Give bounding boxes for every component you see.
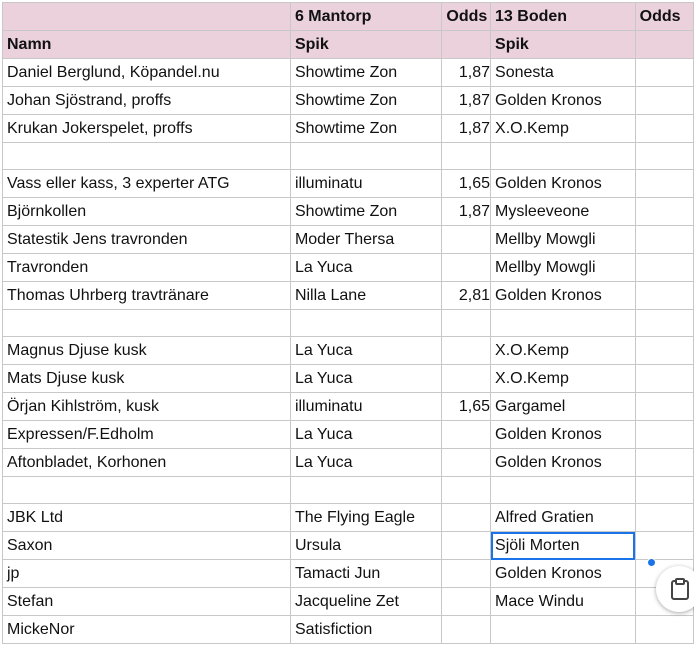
cell-name[interactable]: Magnus Djuse kusk (3, 337, 291, 365)
table-row (3, 310, 694, 337)
cell-spik2[interactable]: X.O.Kemp (491, 115, 636, 143)
cell-name[interactable]: Travronden (3, 254, 291, 282)
header-name[interactable]: Namn (3, 31, 291, 59)
cell-odds1[interactable] (442, 143, 491, 170)
table-row (3, 282, 694, 310)
cell-name[interactable]: Statestik Jens travronden (3, 226, 291, 254)
cell-name[interactable]: JBK Ltd (3, 504, 291, 532)
cell-spik2[interactable] (491, 616, 636, 644)
table-row (3, 421, 694, 449)
table-row (3, 504, 694, 532)
table-row (3, 143, 694, 170)
cell-odds1[interactable]: 1,65 (442, 393, 491, 421)
header-spik2[interactable]: Spik (491, 31, 636, 59)
cell-odds2[interactable] (635, 115, 693, 143)
table-row (3, 337, 694, 365)
cell-odds2[interactable] (635, 504, 693, 532)
clipboard-icon (670, 578, 690, 600)
cell-odds1[interactable]: 1,65 (442, 170, 491, 198)
cell-name[interactable]: Daniel Berglund, Köpandel.nu (3, 59, 291, 87)
cell-odds1[interactable] (442, 226, 491, 254)
cell-odds1[interactable]: 1,87 (442, 87, 491, 115)
cell-spik2[interactable] (491, 310, 636, 337)
cell-odds1[interactable] (442, 310, 491, 337)
cell-name[interactable]: Krukan Jokerspelet, proffs (3, 115, 291, 143)
cell-spik2[interactable] (491, 143, 636, 170)
cell-spik1[interactable] (290, 143, 441, 170)
cell-spik1[interactable]: La Yuca (290, 365, 441, 393)
cell-odds2[interactable] (635, 170, 693, 198)
table-row (3, 588, 694, 616)
spik-table (2, 2, 694, 644)
cell-name[interactable]: Thomas Uhrberg travtränare (3, 282, 291, 310)
cell-odds2[interactable] (635, 87, 693, 115)
cell-spik1[interactable]: Showtime Zon (290, 115, 441, 143)
cell-spik1[interactable]: Jacqueline Zet (290, 588, 441, 616)
header-cell-empty[interactable] (3, 3, 291, 31)
cell-name[interactable]: Aftonbladet, Korhonen (3, 449, 291, 477)
cell-spik1[interactable]: Ursula (290, 532, 441, 560)
cell-name[interactable]: Vass eller kass, 3 experter ATG (3, 170, 291, 198)
cell-spik1[interactable]: Satisfiction (290, 616, 441, 644)
cell-spik2[interactable]: Mace Windu (491, 588, 636, 616)
cell-odds2[interactable] (635, 421, 693, 449)
table-row (3, 254, 694, 282)
cell-odds1[interactable] (442, 421, 491, 449)
selected-cell[interactable]: Sjöli Morten (491, 532, 636, 560)
header-odds2[interactable]: Odds (635, 3, 693, 31)
cell-name[interactable]: MickeNor (3, 616, 291, 644)
cell-spik1[interactable]: Showtime Zon (290, 87, 441, 115)
table-row (3, 532, 694, 560)
cell-odds1[interactable] (442, 337, 491, 365)
cell-odds1[interactable]: 2,81 (442, 282, 491, 310)
table-row (3, 616, 694, 644)
cell-spik2[interactable]: Mysleeveone (491, 198, 636, 226)
cell-odds2[interactable] (635, 143, 693, 170)
cell-odds2[interactable] (635, 477, 693, 504)
cell-spik1[interactable]: illuminatu (290, 393, 441, 421)
cell-spik1[interactable]: La Yuca (290, 254, 441, 282)
cell-odds2[interactable] (635, 365, 693, 393)
cell-name[interactable]: Johan Sjöstrand, proffs (3, 87, 291, 115)
cell-spik2[interactable]: Gargamel (491, 393, 636, 421)
header-row-columns (3, 31, 694, 59)
table-row (3, 393, 694, 421)
selection-fill-handle[interactable] (647, 558, 656, 567)
cell-name[interactable]: Saxon (3, 532, 291, 560)
table-row (3, 477, 694, 504)
header-spik1[interactable]: Spik (290, 31, 441, 59)
cell-spik2[interactable]: Golden Kronos (491, 282, 636, 310)
cell-odds2[interactable] (635, 59, 693, 87)
table-row (3, 449, 694, 477)
cell-spik2[interactable]: Golden Kronos (491, 170, 636, 198)
cell-odds2[interactable] (635, 449, 693, 477)
cell-name[interactable]: Expressen/F.Edholm (3, 421, 291, 449)
table-row (3, 226, 694, 254)
cell-odds1[interactable] (442, 532, 491, 560)
paste-button[interactable] (656, 566, 694, 612)
cell-spik1[interactable]: illuminatu (290, 170, 441, 198)
cell-spik2[interactable]: Alfred Gratien (491, 504, 636, 532)
cell-name[interactable]: Örjan Kihlström, kusk (3, 393, 291, 421)
table-row (3, 115, 694, 143)
cell-spik2[interactable]: X.O.Kemp (491, 365, 636, 393)
cell-spik1[interactable]: Showtime Zon (290, 59, 441, 87)
cell-odds1[interactable]: 1,87 (442, 198, 491, 226)
cell-odds1[interactable] (442, 254, 491, 282)
cell-spik1[interactable]: Moder Thersa (290, 226, 441, 254)
header-odds1[interactable]: Odds (442, 3, 491, 31)
table-row (3, 365, 694, 393)
cell-odds2[interactable] (635, 226, 693, 254)
header-odds1-empty[interactable] (442, 31, 491, 59)
cell-spik2[interactable]: Golden Kronos (491, 421, 636, 449)
cell-spik2[interactable]: Sonesta (491, 59, 636, 87)
header-row-races (3, 3, 694, 31)
cell-odds1[interactable]: 1,87 (442, 59, 491, 87)
table-row (3, 560, 694, 588)
cell-odds2[interactable] (635, 310, 693, 337)
cell-spik2[interactable] (491, 477, 636, 504)
cell-spik1[interactable] (290, 310, 441, 337)
cell-odds1[interactable] (442, 616, 491, 644)
table-row (3, 170, 694, 198)
cell-odds2[interactable] (635, 198, 693, 226)
cell-name[interactable] (3, 143, 291, 170)
cell-odds1[interactable] (442, 504, 491, 532)
cell-spik2[interactable]: Golden Kronos (491, 560, 636, 588)
cell-odds2[interactable] (635, 532, 693, 560)
header-race2[interactable]: 13 Boden (491, 3, 636, 31)
table-row (3, 87, 694, 115)
cell-name[interactable] (3, 477, 291, 504)
cell-odds2[interactable] (635, 393, 693, 421)
cell-name[interactable] (3, 310, 291, 337)
cell-spik1[interactable]: Showtime Zon (290, 198, 441, 226)
cell-spik1[interactable]: La Yuca (290, 449, 441, 477)
cell-name[interactable]: jp (3, 560, 291, 588)
table-row (3, 59, 694, 87)
cell-name[interactable]: Stefan (3, 588, 291, 616)
cell-odds1[interactable] (442, 449, 491, 477)
cell-odds1[interactable] (442, 560, 491, 588)
cell-odds1[interactable]: 1,87 (442, 115, 491, 143)
cell-spik1[interactable]: The Flying Eagle (290, 504, 441, 532)
cell-spik2[interactable]: X.O.Kemp (491, 337, 636, 365)
cell-spik1[interactable]: Nilla Lane (290, 282, 441, 310)
cell-spik1[interactable]: Tamacti Jun (290, 560, 441, 588)
cell-spik2[interactable]: Golden Kronos (491, 449, 636, 477)
table-row (3, 198, 694, 226)
cell-odds1[interactable] (442, 477, 491, 504)
cell-odds2[interactable] (635, 616, 693, 644)
cell-name[interactable]: Björnkollen (3, 198, 291, 226)
header-odds2-empty[interactable] (635, 31, 693, 59)
cell-odds2[interactable] (635, 337, 693, 365)
cell-odds2[interactable] (635, 254, 693, 282)
cell-spik2[interactable]: Golden Kronos (491, 87, 636, 115)
cell-spik1[interactable]: La Yuca (290, 337, 441, 365)
cell-spik1[interactable] (290, 477, 441, 504)
cell-spik2[interactable]: Mellby Mowgli (491, 226, 636, 254)
cell-odds2[interactable] (635, 282, 693, 310)
header-race1[interactable]: 6 Mantorp (290, 3, 441, 31)
cell-odds1[interactable] (442, 365, 491, 393)
cell-spik2[interactable]: Mellby Mowgli (491, 254, 636, 282)
cell-odds1[interactable] (442, 588, 491, 616)
cell-name[interactable]: Mats Djuse kusk (3, 365, 291, 393)
cell-spik1[interactable]: La Yuca (290, 421, 441, 449)
